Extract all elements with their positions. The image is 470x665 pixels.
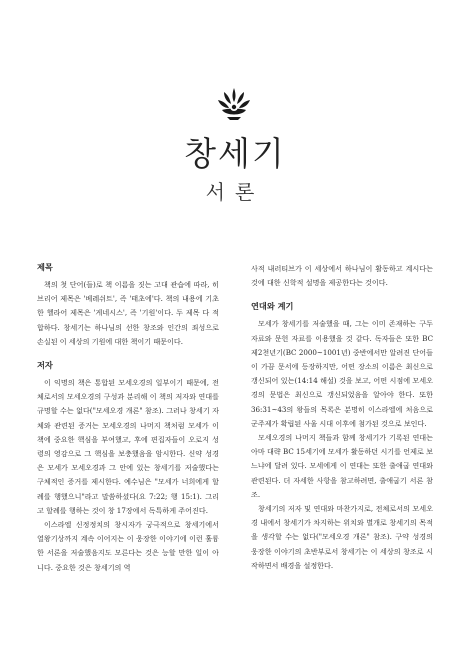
right-column [251,262,433,573]
left-column [37,262,219,575]
body-paragraph: 모세가 창세기를 저술했을 때, 그는 이미 존재하는 구두 자료와 문헌 자료를 이용했을 것 같다. 독자들은 또한 BC 제2천년기(BC 2000~1001년) 중반에서만 알려진 단어들이 가끔 문서에 등장하지만, 어떤 장소의 이름은 최신으로 갱신되어 있는(14:14 해설) 것을 보고, 어떤 시점에 모세오경의 문법은 최신으로 갱신되었음을 알아야 한다. 또한 36:31~43의 왕들의 목록은 분명히 이스라엘에 처음으로 군주제가 확립된 사울 시대 이후에 첨가된 것으로 보인다. [251,319,433,428]
body-paragraph: 이 익명의 책은 통합된 모세오경의 일부이기 때문에, 전체로서의 모세오경의 구성과 분리해 이 책의 저자와 연대를 규명할 수는 없다("모세오경 개론" 참조). 그러나 창세기 자체와 관련된 증거는 모세오경의 나머지 책처럼 모세가 이 책에 중요한 핵심을 부여했고, 후에 편집자들이 오로지 성령의 영감으로 그 핵심을 보충했음을 암시한다. 신약 성경은 모세가 모세오경과 그 안에 있는 창세기를 저술했다는 구체적인 증거를 제시한다. 예수님은 "모세가 너희에게 할례를 행했으니"라고 말씀하셨다(요 7:22; 행 15:1). 그리고 할례를 행하는 것이 창 17장에서 독특하게 주어진다. [37,378,219,515]
book-subtitle: 서론 [205,180,265,204]
section-continuation [251,262,433,290]
book-title: 창세기 [184,134,286,173]
section-heading: 연대와 계기 [251,301,294,312]
body-paragraph: 책의 첫 단어(들)로 책 이름을 짓는 고대 관습에 따라, 히브리어 제목은 '베레쉬트', 즉 '태초에'다. 책의 내용에 기초한 헬라어 제목은 '게네시스', 즉 '기원'이다. 두 제목 다 적합하다. 창세기는 하나님의 선한 창조와 인간의 죄성으로 손실된 이 세상의 기원에 대한 책이기 때문이다. [37,280,219,346]
lotus-flame-ornament-icon [216,86,252,122]
section-date-occasion [251,301,433,573]
section-heading: 저자 [37,360,53,371]
section-title [37,262,219,349]
body-paragraph: 창세기의 저자 및 연대와 마찬가지로, 전체로서의 모세오경 내에서 창세기가 차지하는 위치와 별개로 창세기의 목적을 생각할 수는 없다("모세오경 개론" 참조). 구약 성경의 웅장한 이야기의 초반부로서 창세기는 이 세상의 창조로 시작하면서 배경을 설정한다. [251,504,433,570]
body-paragraph: 모세오경의 나머지 책들과 함께 창세기가 기록된 연대는 아마 대략 BC 15세기에 모세가 활동하던 시기를 언제로 보느냐에 달려 있다. 모세에게 이 연대는 또한 출애굽 연대와 관련된다. 더 자세한 사항을 참고하려면, 출애굽기 서론 참조. [251,433,433,499]
section-heading: 제목 [37,262,53,272]
body-paragraph: 이스라엘 신정정치의 창시자가 궁극적으로 창세기에서 열왕기상까지 계속 이어지는 이 웅장한 이야기에 이런 훌륭한 서론을 저술했음지도 모른다는 것은 능할 만한 일이 아니다. 중요한 것은 창세기의 역 [37,520,219,572]
section-author [37,360,219,575]
body-paragraph: 사적 내러티브가 이 세상에서 하나님이 활동하고 계시다는 것에 대한 신학적 설명을 제공한다는 것이다. [251,264,433,288]
